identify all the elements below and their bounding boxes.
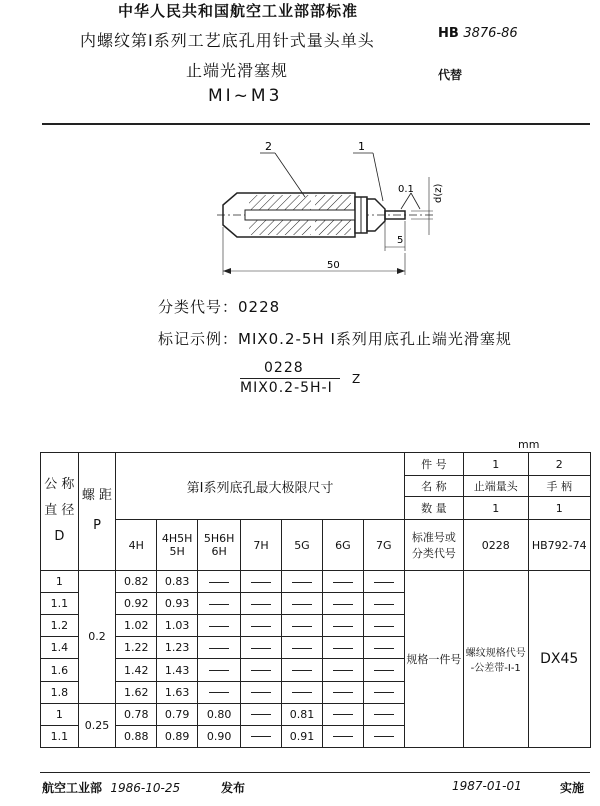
row-d: 1.4 [41,637,79,659]
title-line-2: 止端光滑塞规 [186,61,289,80]
dash-cell [198,570,241,592]
marking-example: 标记示例：MIX0.2-5H Ⅰ系列用底孔止端光滑塞规 [158,330,512,348]
dash-cell [241,725,282,747]
code-number: 3876-86 [463,26,518,41]
spec-label: 规格一件号 [404,570,463,747]
dash-cell [363,725,404,747]
dash-cell [363,637,404,659]
tol-5H6H: 5H6H 6H [198,520,241,571]
pitch-header: 螺 距 P [78,453,116,571]
qty-2: 1 [528,497,590,520]
row-d: 1.6 [41,659,79,681]
dash-cell [322,593,363,615]
spec-2: DX45 [528,570,590,747]
footer-issue [42,779,180,796]
dash-cell [322,725,363,747]
standard-organization: 中华人民共和国航空工业部部标准 [118,2,359,20]
std-1: 0228 [463,520,528,571]
footer-issued: 发布 [221,781,246,795]
tol-5G: 5G [282,520,323,571]
tol-6G: 6G [322,520,363,571]
footer-effective-date: 1987-01-01 [452,779,522,793]
row-5h: 0.83 [157,570,198,592]
bore [245,210,355,220]
row-d: 1 [41,703,79,725]
dash-cell [282,637,323,659]
row-4h: 1.22 [116,637,157,659]
row-5h: 1.63 [157,681,198,703]
classification-code: 分类代号：0228 [158,298,281,316]
row-d: 1.8 [41,681,79,703]
dash-cell [282,659,323,681]
dash-cell [363,703,404,725]
row-4h: 0.82 [116,570,157,592]
dash-cell [322,659,363,681]
dash-cell [363,615,404,637]
code-prefix: HB [438,26,459,41]
dash-cell [241,703,282,725]
row-d: 1.2 [41,615,79,637]
qty-label: 数 量 [404,497,463,520]
row-4h: 0.78 [116,703,157,725]
dash-cell [282,615,323,637]
unit-label: mm [518,438,540,451]
dash-cell [363,593,404,615]
spec-1: 螺纹规格代号 -公差带-Ⅰ-1 [463,570,528,747]
row-5h: 0.93 [157,593,198,615]
tol-7G: 7G [363,520,404,571]
dash-cell [241,615,282,637]
dash-cell [322,637,363,659]
qty-1: 1 [463,497,528,520]
gauge-drawing [215,135,445,285]
dash-cell [322,703,363,725]
dash-cell [363,681,404,703]
dash-cell [198,615,241,637]
row-4h: 1.42 [116,659,157,681]
row-5g: 0.81 [282,703,323,725]
dash-cell [241,593,282,615]
title-line-1: 内螺纹第Ⅰ系列工艺底孔用针式量头单头 [80,31,375,50]
tolerance-value: 0.1 [398,184,414,195]
part-no-label: 件 号 [404,453,463,476]
footer-issue-date: 1986-10-25 [110,781,181,795]
limit-size-title: 第Ⅰ系列底孔最大极限尺寸 [116,453,404,520]
row-5g: 0.91 [282,725,323,747]
row-4h: 1.02 [116,615,157,637]
label-part-1: 1 [358,140,365,153]
std-2: HB792-74 [528,520,590,571]
tol-4H: 4H [116,520,157,571]
dash-cell [322,615,363,637]
part-no-2: 2 [528,453,590,476]
row-4h: 1.62 [116,681,157,703]
header-divider [42,123,590,125]
row-5h: 1.03 [157,615,198,637]
dash-cell [282,681,323,703]
fraction-superscript: Z [352,372,361,386]
row-d: 1 [41,570,79,592]
dash-cell [241,659,282,681]
tol-4H5H: 4H5H 5H [157,520,198,571]
row-5h: 0.79 [157,703,198,725]
dash-cell [282,570,323,592]
dash-cell [198,659,241,681]
row-6h: 0.80 [198,703,241,725]
dash-cell [322,681,363,703]
dash-cell [322,570,363,592]
replaces-label: 代替 [438,68,463,82]
row-6h: 0.90 [198,725,241,747]
tol-7H: 7H [241,520,282,571]
row-5h: 1.43 [157,659,198,681]
dash-cell [363,570,404,592]
row-5h: 1.23 [157,637,198,659]
dash-cell [198,637,241,659]
diameter-label: d(z) [433,183,444,203]
nominal-diameter-header: 公 称 直 径 D [41,453,79,571]
dim-length: 50 [327,260,340,271]
row-d: 1.1 [41,593,79,615]
row-5h: 0.89 [157,725,198,747]
pitch-group-1: 0.2 [78,570,116,703]
standard-code [438,26,518,41]
fraction-denominator: MIX0.2-5H-Ⅰ [240,380,333,396]
dash-cell [282,593,323,615]
dash-cell [241,681,282,703]
fraction-numerator: 0228 [264,360,304,376]
row-d: 1.1 [41,725,79,747]
dash-cell [363,659,404,681]
label-part-2: 2 [265,140,272,153]
dash-cell [241,570,282,592]
name-1: 止端量头 [463,476,528,497]
dash-cell [198,593,241,615]
footer-divider [40,772,590,773]
dim-small: 5 [397,235,404,246]
dash-cell [241,637,282,659]
row-4h: 0.92 [116,593,157,615]
dimension-table [40,452,591,748]
footer-ministry: 航空工业部 [42,781,103,795]
std-label: 标准号或 分类代号 [404,520,463,571]
pitch-group-2: 0.25 [78,703,116,747]
fraction-bar [240,378,340,379]
footer-effective: 实施 [560,781,585,795]
part-no-1: 1 [463,453,528,476]
dash-cell [198,681,241,703]
name-label: 名 称 [404,476,463,497]
title-line-3: MI~M3 [208,86,283,106]
row-4h: 0.88 [116,725,157,747]
name-2: 手 柄 [528,476,590,497]
